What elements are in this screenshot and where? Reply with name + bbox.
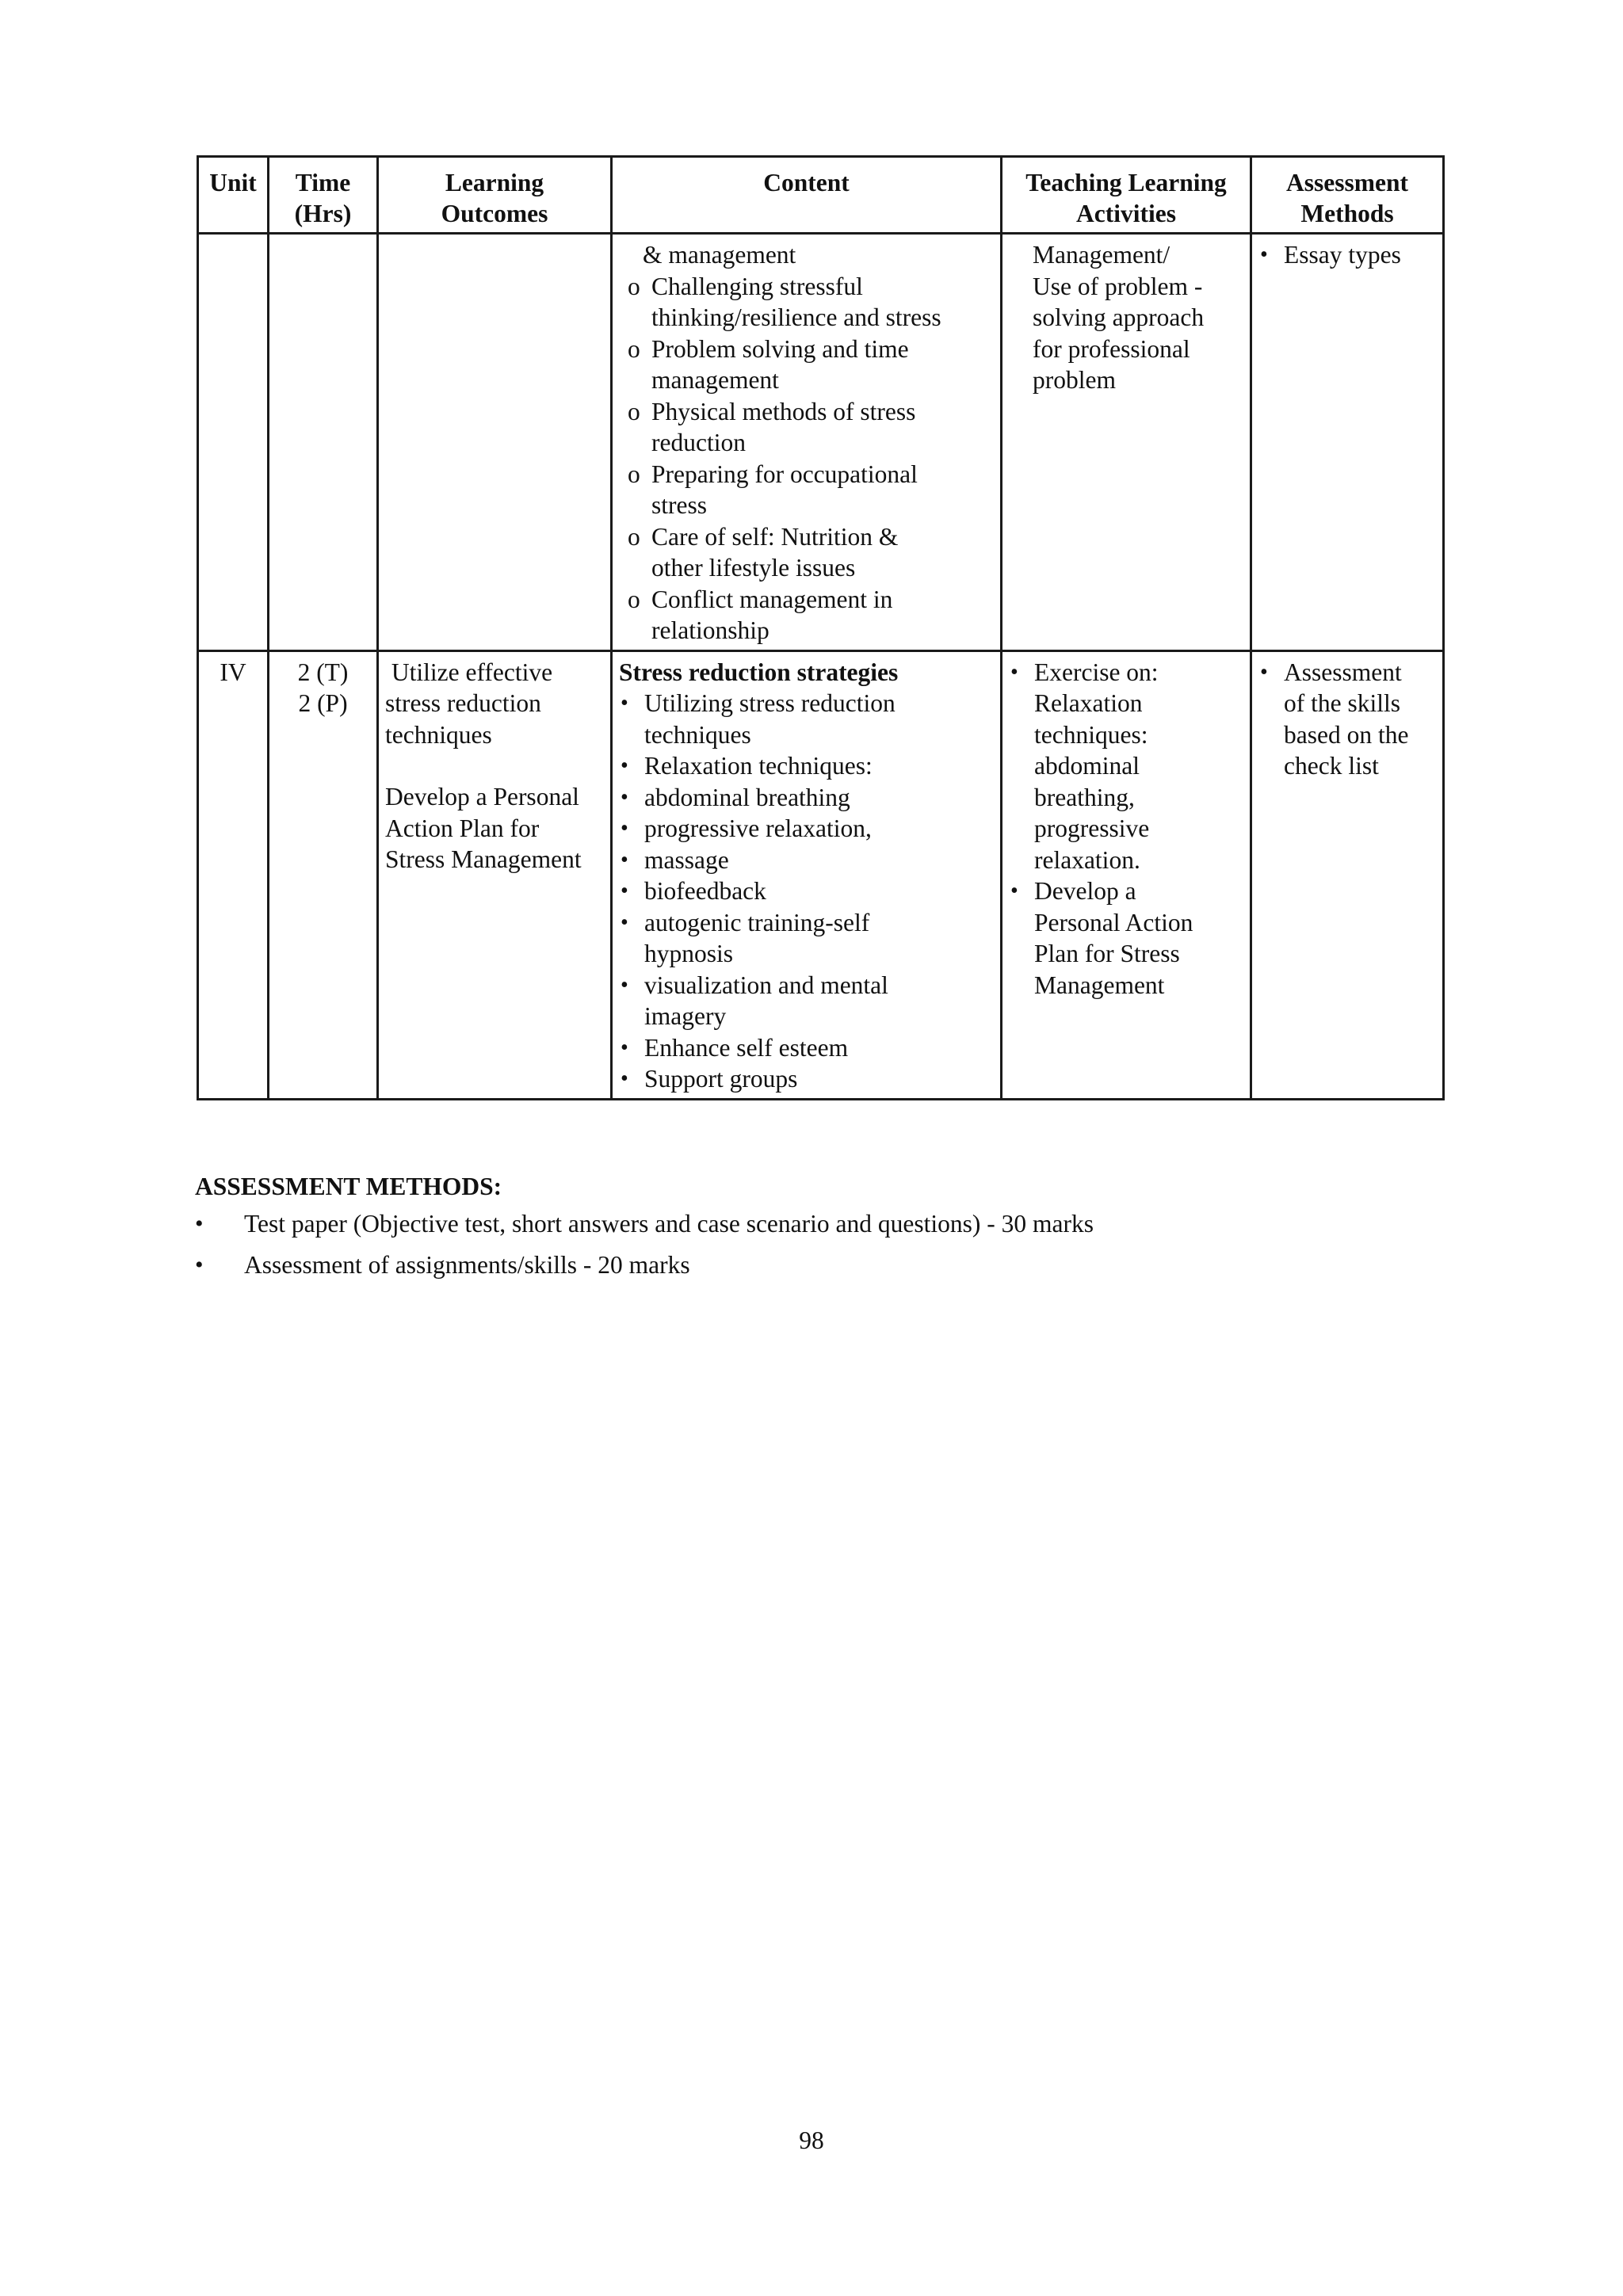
list-item: • massage — [619, 845, 994, 876]
cell-content — [612, 234, 1002, 651]
list-item: o Care of self: Nutrition & other lifestyle issues — [628, 522, 899, 582]
list-item: • Relaxation techniques: — [619, 750, 994, 782]
list-item: o Conflict management in relationship — [628, 585, 893, 644]
list-item: o Preparing for occupational stress — [628, 460, 918, 519]
dot-bullet-icon: • — [1010, 659, 1018, 685]
cell-assessment-methods — [1251, 234, 1444, 651]
dot-bullet-icon: • — [621, 910, 628, 935]
dot-bullet-icon: • — [1010, 879, 1018, 903]
cell-teaching-learning-activities — [1002, 650, 1251, 1099]
list-item: o Challenging stressful thinking/resilience and stress — [628, 272, 941, 331]
cell-time: 2 (T) 2 (P) — [269, 650, 378, 1099]
circle-bullet-icon: o — [628, 585, 640, 613]
content-heading: Stress reduction strategies — [619, 658, 899, 686]
cell-unit — [198, 234, 269, 651]
dot-bullet-icon: • — [1260, 659, 1268, 685]
list-item: • abdominal breathing — [619, 782, 994, 814]
page-number: 98 — [799, 2126, 824, 2154]
list-item: • Essay types — [1258, 239, 1436, 271]
assessment-methods-heading: ASSESSMENT METHODS: — [195, 1173, 502, 1200]
cell-unit: IV — [198, 650, 269, 1099]
table-row — [198, 650, 1444, 1099]
learning-outcome: Utilize effective stress reduction techniques — [385, 658, 553, 749]
header-time: Time (Hrs) — [269, 157, 378, 234]
list-item: • Exercise on: Relaxation techniques: abdominal breathing, progressive relaxation. — [1010, 658, 1159, 874]
circle-bullet-icon: o — [628, 397, 640, 425]
list-item: • Enhance self esteem — [619, 1032, 994, 1064]
cell-learning-outcomes — [378, 650, 612, 1099]
content-sub-list — [619, 271, 994, 646]
list-item: • Assessment of the skills based on the check list — [1260, 658, 1409, 780]
assessment-list — [1258, 239, 1436, 271]
dot-bullet-icon: • — [621, 972, 628, 997]
dot-bullet-icon: • — [621, 753, 628, 778]
list-item: • Develop a Personal Action Plan for Stress Management — [1010, 877, 1193, 999]
dot-bullet-icon: • — [195, 1252, 204, 1278]
cell-content — [612, 650, 1002, 1099]
circle-bullet-icon: o — [628, 334, 640, 363]
assessment-list — [1258, 657, 1436, 782]
cell-teaching-learning-activities — [1002, 234, 1251, 651]
dot-bullet-icon: • — [621, 847, 628, 872]
list-item: • Test paper (Objective test, short answers and case scenario and questions) - 30 marks — [195, 1210, 1094, 1238]
curriculum-table — [197, 155, 1445, 1100]
tla-list — [1009, 657, 1243, 1001]
list-item: • Support groups — [619, 1063, 994, 1095]
content-continuation: & management — [643, 241, 796, 269]
content-list — [619, 688, 994, 1095]
circle-bullet-icon: o — [628, 522, 640, 551]
dot-bullet-icon: • — [621, 879, 628, 903]
dot-bullet-icon: • — [195, 1211, 204, 1237]
dot-bullet-icon: • — [621, 691, 628, 715]
circle-bullet-icon: o — [628, 460, 640, 488]
list-item: • Assessment of assignments/skills - 20 marks — [195, 1251, 690, 1279]
dot-bullet-icon: • — [1260, 242, 1268, 267]
assessment-methods-list — [195, 1208, 1431, 1291]
list-item: • biofeedback — [619, 875, 994, 907]
dot-bullet-icon: • — [621, 1066, 628, 1091]
tla-continuation: Management/ Use of problem - solving approach for professional problem — [1033, 241, 1205, 394]
list-item: • Utilizing stress reduction techniques — [621, 689, 896, 749]
circle-bullet-icon: o — [628, 272, 640, 300]
cell-time — [269, 234, 378, 651]
cell-learning-outcomes — [378, 234, 612, 651]
dot-bullet-icon: • — [621, 816, 628, 841]
dot-bullet-icon: • — [621, 1035, 628, 1060]
header-content: Content — [612, 157, 1002, 234]
dot-bullet-icon: • — [621, 784, 628, 810]
list-item: • visualization and mental imagery — [621, 971, 888, 1030]
header-assessment-methods: Assessment Methods — [1251, 157, 1444, 234]
list-item: o Problem solving and time management — [628, 334, 909, 394]
header-learning-outcomes: Learning Outcomes — [378, 157, 612, 234]
header-unit: Unit — [198, 157, 269, 234]
table-header-row — [198, 157, 1444, 234]
table-row — [198, 234, 1444, 651]
header-teaching-learning-activities: Teaching Learning Activities — [1002, 157, 1251, 234]
list-item: • autogenic training-self hypnosis — [621, 908, 870, 967]
learning-outcome: Develop a Personal Action Plan for Stress Management — [385, 783, 582, 873]
list-item: • progressive relaxation, — [619, 813, 994, 845]
list-item: o Physical methods of stress reduction — [628, 397, 916, 456]
cell-assessment-methods — [1251, 650, 1444, 1099]
